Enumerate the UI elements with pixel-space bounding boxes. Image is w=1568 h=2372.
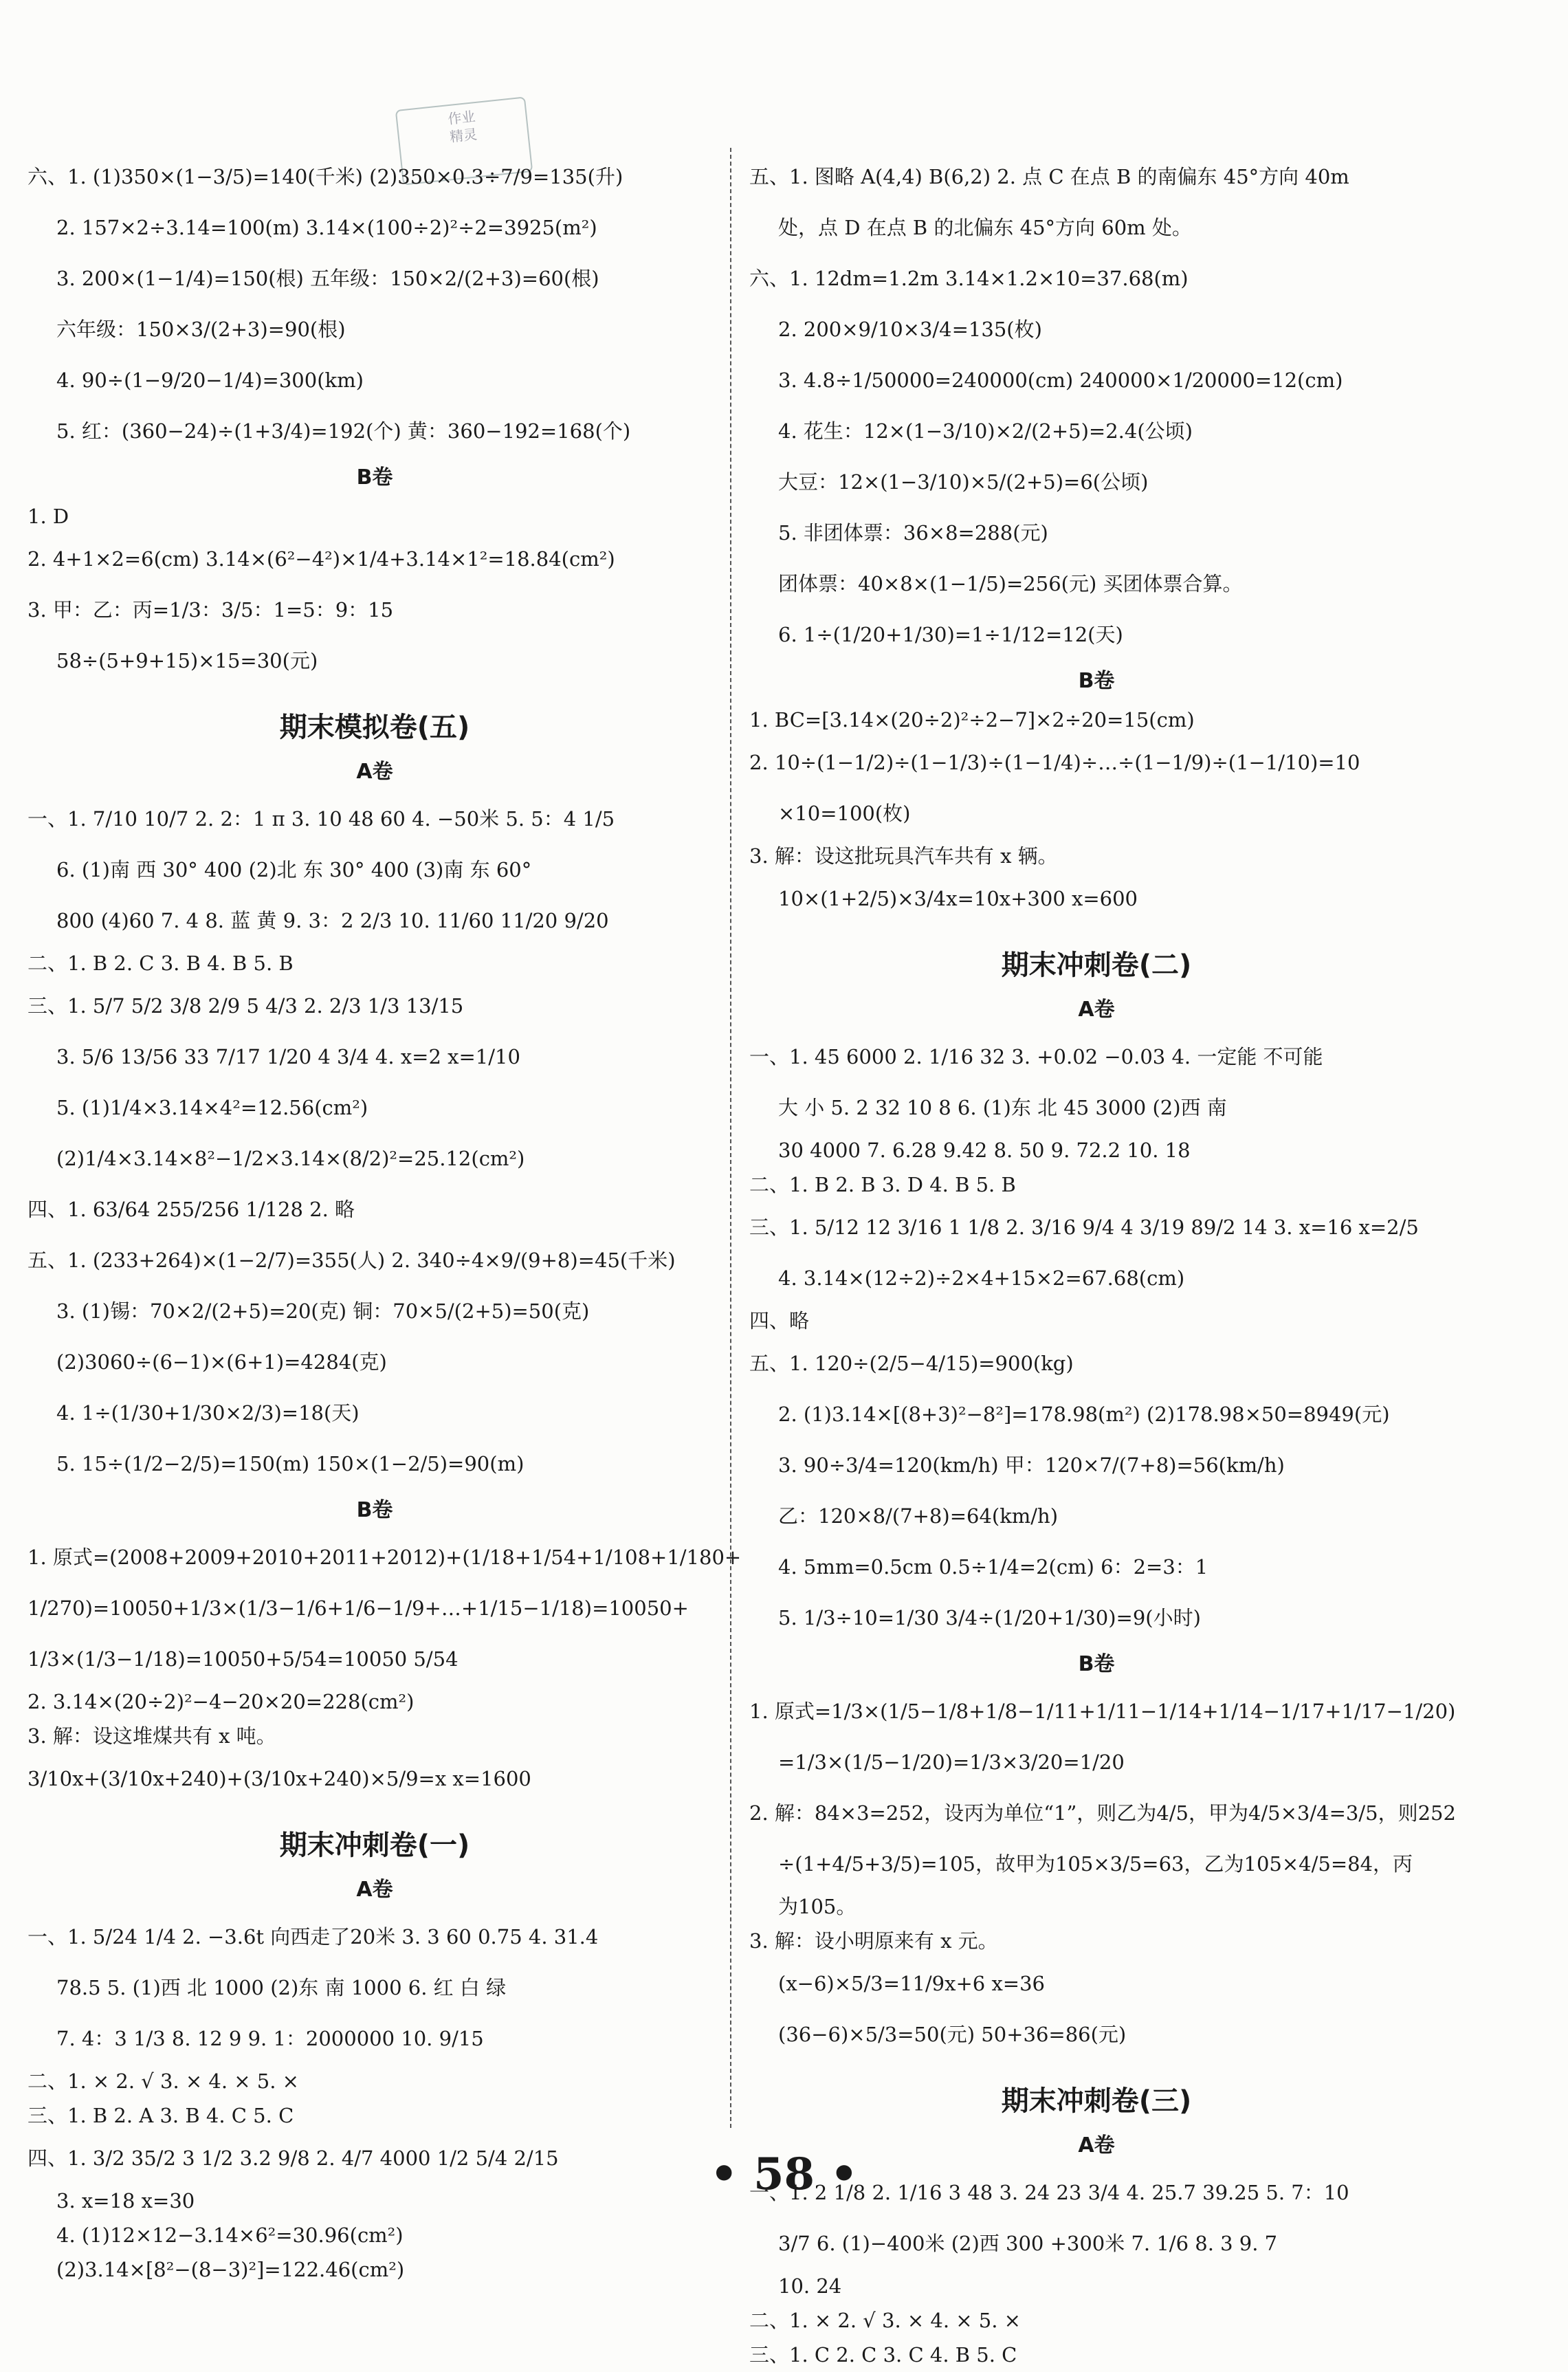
answer-line: 3. x=18 x=30 — [56, 2188, 195, 2212]
answer-line: 六、1. (1)350×(1−3/5)=140(千米) (2)350×0.3÷7/9=135(升) — [27, 164, 623, 188]
right-column — [749, 151, 1456, 2372]
answer-line: (x−6)×5/3=11/9x+6 x=36 — [778, 1971, 1046, 1995]
answer-line: 四、1. 3/2 35/2 3 1/2 3.2 9/8 2. 4/7 4000 1/2 5/4 2/15 — [27, 2146, 559, 2170]
answer-line: (2)3060÷(6−1)×(6+1)=4284(克) — [56, 1350, 387, 1374]
answer-line: 二、1. × 2. √ 3. × 4. × 5. × — [27, 2069, 299, 2093]
answer-line: 六、1. 12dm=1.2m 3.14×1.2×10=37.68(m) — [749, 266, 1189, 290]
answer-line: 一、1. 2 1/8 2. 1/16 3 48 3. 24 23 3/4 4. 25.7 39.25 5. 7：10 — [749, 2180, 1349, 2204]
answer-line: 3. 5/6 13/56 33 7/17 1/20 4 3/4 4. x=2 x=1/10 — [56, 1044, 520, 1068]
answer-line: 58÷(5+9+15)×15=30(元) — [56, 648, 318, 672]
answer-line: 5. 1/3÷10=1/30 3/4÷(1/20+1/30)=9(小时) — [778, 1605, 1201, 1629]
subsection-a-label: A卷 — [1078, 998, 1115, 1022]
answer-line: 4. 90÷(1−9/20−1/4)=300(km) — [56, 368, 364, 392]
answer-line: 六年级：150×3/(2+3)=90(根) — [56, 317, 346, 341]
answer-line: =1/3×(1/5−1/20)=1/3×3/20=1/20 — [778, 1750, 1125, 1774]
answer-line: 5. (1)1/4×3.14×4²=12.56(cm²) — [56, 1095, 368, 1119]
answer-line: 1. BC=[3.14×(20÷2)²÷2−7]×2÷20=15(cm) — [749, 707, 1195, 732]
subsection-b-label: B卷 — [1078, 1652, 1115, 1676]
answer-line: ×10=100(枚) — [778, 801, 911, 825]
answer-line: 一、1. 5/24 1/4 2. −3.6t 向西走了20米 3. 3 60 0.75 4. 31.4 — [27, 1924, 599, 1948]
answer-line: 5. 15÷(1/2−2/5)=150(m) 150×(1−2/5)=90(m) — [56, 1451, 524, 1475]
answer-line: 三、1. C 2. C 3. C 4. B 5. C — [749, 2342, 1017, 2366]
left-column — [27, 151, 742, 2287]
answer-line: 78.5 5. (1)西 北 1000 (2)东 南 1000 6. 红 白 绿 — [56, 1975, 507, 1999]
watermark-line1: 作业 — [447, 108, 476, 128]
answer-line: ÷(1+4/5+3/5)=105，故甲为105×3/5=63，乙为105×4/5=84，丙 — [778, 1852, 1413, 1876]
subsection-a-label: A卷 — [356, 1878, 393, 1902]
answer-line: 2. 解：84×3=252，设丙为单位“1”，则乙为4/5，甲为4/5×3/4=3/5，则252 — [749, 1801, 1456, 1825]
answer-line: 1. 原式=1/3×(1/5−1/8+1/8−1/11+1/11−1/14+1/14−1/17+1/17−1/20) — [749, 1699, 1456, 1723]
answer-line: 3/7 6. (1)−400米 (2)西 300 +300米 7. 1/6 8. 3 9. 7 — [778, 2231, 1278, 2255]
answer-line: 800 (4)60 7. 4 8. 蓝 黄 9. 3：2 2/3 10. 11/60 11/20 9/20 — [56, 908, 609, 932]
answer-line: 一、1. 7/10 10/7 2. 2：1 π 3. 10 48 60 4. −50米 5. 5：4 1/5 — [27, 806, 615, 831]
answer-line: 2. 4+1×2=6(cm) 3.14×(6²−4²)×1/4+3.14×1²=18.84(cm²) — [27, 547, 615, 571]
subsection-a-label: A卷 — [1078, 2133, 1115, 2157]
answer-line: 2. 3.14×(20÷2)²−4−20×20=228(cm²) — [27, 1689, 415, 1713]
answer-line: 大豆：12×(1−3/10)×5/(2+5)=6(公顷) — [778, 470, 1149, 494]
answer-line: 为105。 — [778, 1894, 857, 1918]
answer-line: 3. 解：设小明原来有 x 元。 — [749, 1929, 998, 1953]
answer-line: 处，点 D 在点 B 的北偏东 45°方向 60m 处。 — [778, 215, 1192, 239]
answer-line: 3/10x+(3/10x+240)+(3/10x+240)×5/9=x x=1600 — [27, 1766, 531, 1790]
section-title: 期末冲刺卷(一) — [279, 1830, 470, 1861]
answer-line: 6. (1)南 西 30° 400 (2)北 东 30° 400 (3)南 东 60° — [56, 857, 532, 881]
answer-line: 1. D — [27, 504, 69, 528]
answer-line: 二、1. B 2. C 3. B 4. B 5. B — [27, 951, 294, 975]
answer-line: 二、1. B 2. B 3. D 4. B 5. B — [749, 1172, 1016, 1196]
answer-line: 2. 10÷(1−1/2)÷(1−1/3)÷(1−1/4)÷…÷(1−1/9)÷(1−1/10)=10 — [749, 750, 1360, 774]
subsection-b-label: B卷 — [356, 1498, 393, 1522]
answer-line: 4. 5mm=0.5cm 0.5÷1/4=2(cm) 6：2=3：1 — [778, 1555, 1208, 1579]
answer-line: 4. 花生：12×(1−3/10)×2/(2+5)=2.4(公顷) — [778, 419, 1193, 443]
watermark-line2: 精灵 — [449, 126, 478, 146]
section-title: 期末冲刺卷(二) — [1001, 949, 1192, 981]
answer-line: 1. 原式=(2008+2009+2010+2011+2012)+(1/18+1/54+1/108+1/180+ — [27, 1545, 742, 1569]
answer-line: 4. 3.14×(12÷2)÷2×4+15×2=67.68(cm) — [778, 1266, 1185, 1290]
subsection-b-label: B卷 — [356, 465, 393, 490]
answer-line: (2)3.14×[8²−(8−3)²]=122.46(cm²) — [56, 2257, 405, 2281]
answer-line: 6. 1÷(1/20+1/30)=1÷1/12=12(天) — [778, 622, 1123, 646]
answer-line: 3. 甲：乙：丙=1/3：3/5：1=5：9：15 — [27, 597, 394, 622]
answer-line: 2. (1)3.14×[(8+3)²−8²]=178.98(m²) (2)178.98×50=8949(元) — [778, 1402, 1390, 1426]
answer-line: 3. (1)锡：70×2/(2+5)=20(克) 铜：70×5/(2+5)=50(克) — [56, 1299, 590, 1323]
answer-line: 3. 200×(1−1/4)=150(根) 五年级：150×2/(2+3)=60(根) — [56, 266, 599, 290]
answer-line: 四、1. 63/64 255/256 1/128 2. 略 — [27, 1197, 355, 1221]
answer-line: 五、1. (233+264)×(1−2/7)=355(人) 2. 340÷4×9/(9+8)=45(千米) — [27, 1248, 676, 1272]
column-divider — [730, 148, 731, 2128]
answer-line: 四、略 — [749, 1308, 810, 1332]
answer-line: 3. 90÷3/4=120(km/h) 甲：120×7/(7+8)=56(km/h) — [778, 1453, 1285, 1477]
answer-line: 1/3×(1/3−1/18)=10050+5/54=10050 5/54 — [27, 1647, 459, 1671]
answer-line: 7. 4：3 1/3 8. 12 9 9. 1：2000000 10. 9/15 — [56, 2026, 484, 2050]
answer-line: 1/270)=10050+1/3×(1/3−1/6+1/6−1/9+…+1/15−1/18)=10050+ — [27, 1596, 689, 1620]
answer-line: 二、1. × 2. √ 3. × 4. × 5. × — [749, 2308, 1021, 2332]
page-number: • 58 • — [709, 2149, 859, 2200]
answer-line: (2)1/4×3.14×8²−1/2×3.14×(8/2)²=25.12(cm²) — [56, 1146, 525, 1170]
section-title: 期末模拟卷(五) — [279, 712, 470, 743]
answer-line: 一、1. 45 6000 2. 1/16 32 3. +0.02 −0.03 4. 一定能 不可能 — [749, 1044, 1323, 1068]
answer-line: 30 4000 7. 6.28 9.42 8. 50 9. 72.2 10. 18 — [778, 1138, 1191, 1162]
answer-line: 10×(1+2/5)×3/4x=10x+300 x=600 — [778, 886, 1138, 910]
answer-line: 4. 1÷(1/30+1/30×2/3)=18(天) — [56, 1401, 360, 1425]
subsection-a-label: A卷 — [356, 760, 393, 784]
answer-line: 三、1. 5/12 12 3/16 1 1/8 2. 3/16 9/4 4 3/19 89/2 14 3. x=16 x=2/5 — [749, 1215, 1419, 1239]
answer-line: 2. 200×9/10×3/4=135(枚) — [778, 317, 1042, 341]
answer-line: 10. 24 — [778, 2274, 842, 2298]
answer-line: 三、1. B 2. A 3. B 4. C 5. C — [27, 2103, 294, 2127]
answer-line: 3. 4.8÷1/50000=240000(cm) 240000×1/20000=12(cm) — [778, 368, 1343, 392]
answer-line: (36−6)×5/3=50(元) 50+36=86(元) — [778, 2022, 1127, 2046]
answer-line: 3. 解：设这堆煤共有 x 吨。 — [27, 1724, 276, 1748]
answer-line: 5. 非团体票：36×8=288(元) — [778, 520, 1048, 545]
subsection-b-label: B卷 — [1078, 669, 1115, 693]
answer-line: 5. 红：(360−24)÷(1+3/4)=192(个) 黄：360−192=168(个) — [56, 419, 631, 443]
answer-line: 乙：120×8/(7+8)=64(km/h) — [778, 1504, 1059, 1528]
answer-line: 五、1. 120÷(2/5−4/15)=900(kg) — [749, 1351, 1074, 1375]
section-title: 期末冲刺卷(三) — [1001, 2085, 1192, 2117]
answer-line: 五、1. 图略 A(4,4) B(6,2) 2. 点 C 在点 B 的南偏东 45°方向 40m — [749, 164, 1349, 188]
answer-line: 大 小 5. 2 32 10 8 6. (1)东 北 45 3000 (2)西 南 — [778, 1095, 1227, 1119]
answer-line: 三、1. 5/7 5/2 3/8 2/9 5 4/3 2. 2/3 1/3 13/15 — [27, 993, 464, 1018]
answer-line: 团体票：40×8×(1−1/5)=256(元) 买团体票合算。 — [778, 571, 1243, 595]
answer-line: 2. 157×2÷3.14=100(m) 3.14×(100÷2)²÷2=3925(m²) — [56, 215, 597, 239]
answer-line: 3. 解：设这批玩具汽车共有 x 辆。 — [749, 844, 1058, 868]
answer-line: 4. (1)12×12−3.14×6²=30.96(cm²) — [56, 2223, 404, 2247]
